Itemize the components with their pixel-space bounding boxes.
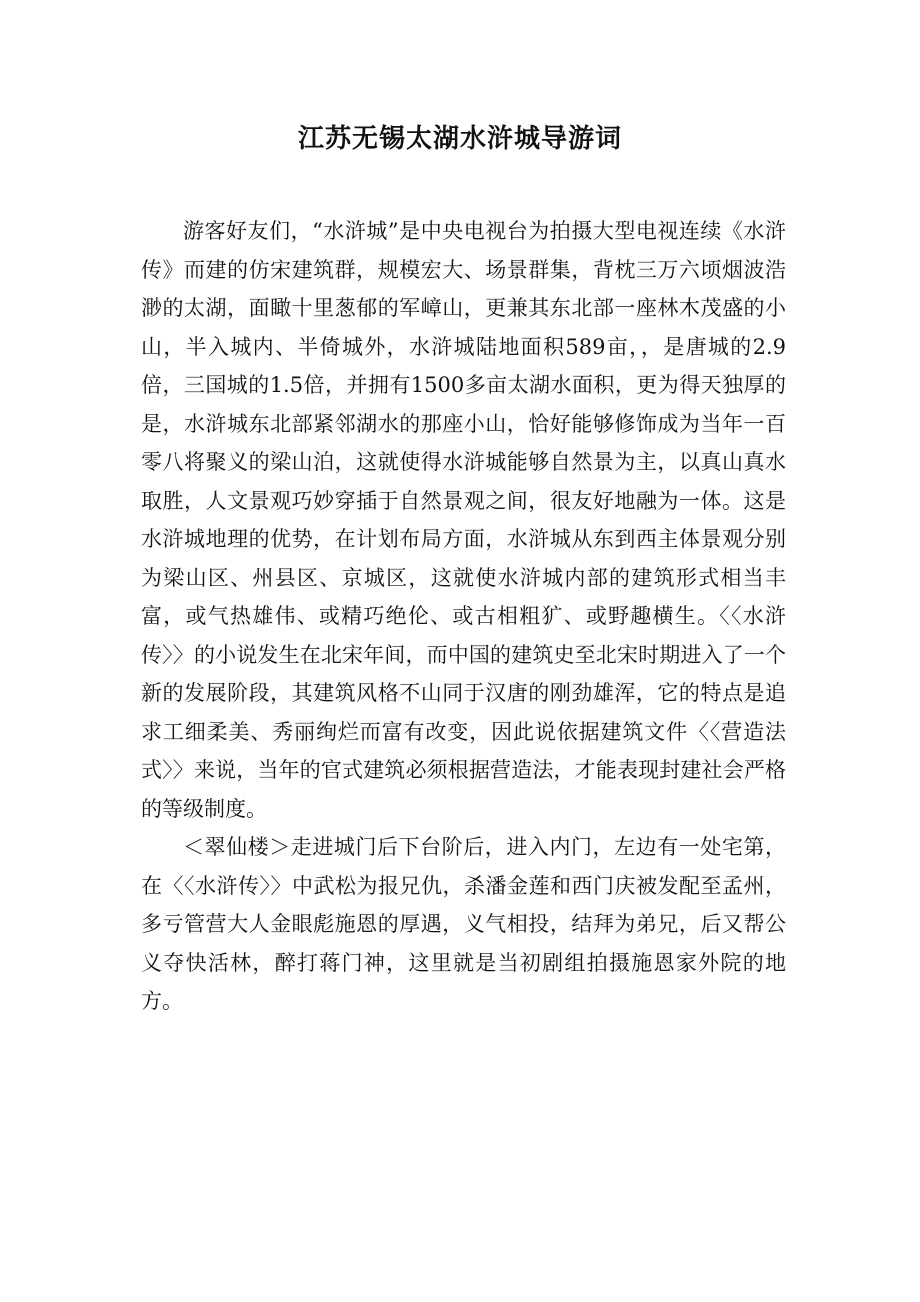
paragraph: 游客好友们，“水浒城”是中央电视台为拍摄大型电视连续《水浒传》而建的仿宋建筑群，规模宏大、场景群集，背枕三万六顷烟波浩渺的太湖，面瞰十里葱郁的军嶂山，更兼其东北部一座林木茂盛的小山，半入城内、半倚城外，水浒城陆地面积589亩，，是唐城的2.9倍，三国城的1.5倍，并拥有1500多亩太湖水面积，更为得天独厚的是，水浒城东北部紧邻湖水的那座小山，恰好能够修饰成为当年一百零八将聚义的梁山泊，这就使得水浒城能够自然景为主，以真山真水取胜，人文景观巧妙穿插于自然景观之间，很友好地融为一体。这是水浒城地理的优势，在计划布局方面，水浒城从东到西主体景观分别为梁山区、州县区、京城区，这就使水浒城内部的建筑形式相当丰富，或气热雄伟、或精巧绝伦、或古相粗犷、或野趣横生。〈〈水浒传〉〉的小说发生在北宋年间，而中国的建筑史至北宋时期进入了一个新的发展阶段，其建筑风格不山同于汉唐的刚劲雄浑，它的特点是追求工细柔美、秀丽绚烂而富有改变，因此说依据建筑文件〈〈营造法式〉〉来说，当年的官式建筑必须根据营造法，才能表现封建社会严格的等级制度。	[141, 219, 786, 821]
document-body	[141, 212, 786, 1021]
paragraph: ＜翠仙楼＞走进城门后下台阶后，进入内门，左边有一处宅第，在〈〈水浒传〉〉中武松为报兄仇，杀潘金莲和西门庆被发配至孟州，多亏管营大人金眼彪施恩的厚遇，义气相投，结拜为弟兄，后又帮公义夺快活林，醉打蒋门神，这里就是当初剧组拍摄施恩家外院的地方。	[141, 835, 786, 1013]
document-title: 江苏无锡太湖水浒城导游词	[297, 124, 622, 154]
